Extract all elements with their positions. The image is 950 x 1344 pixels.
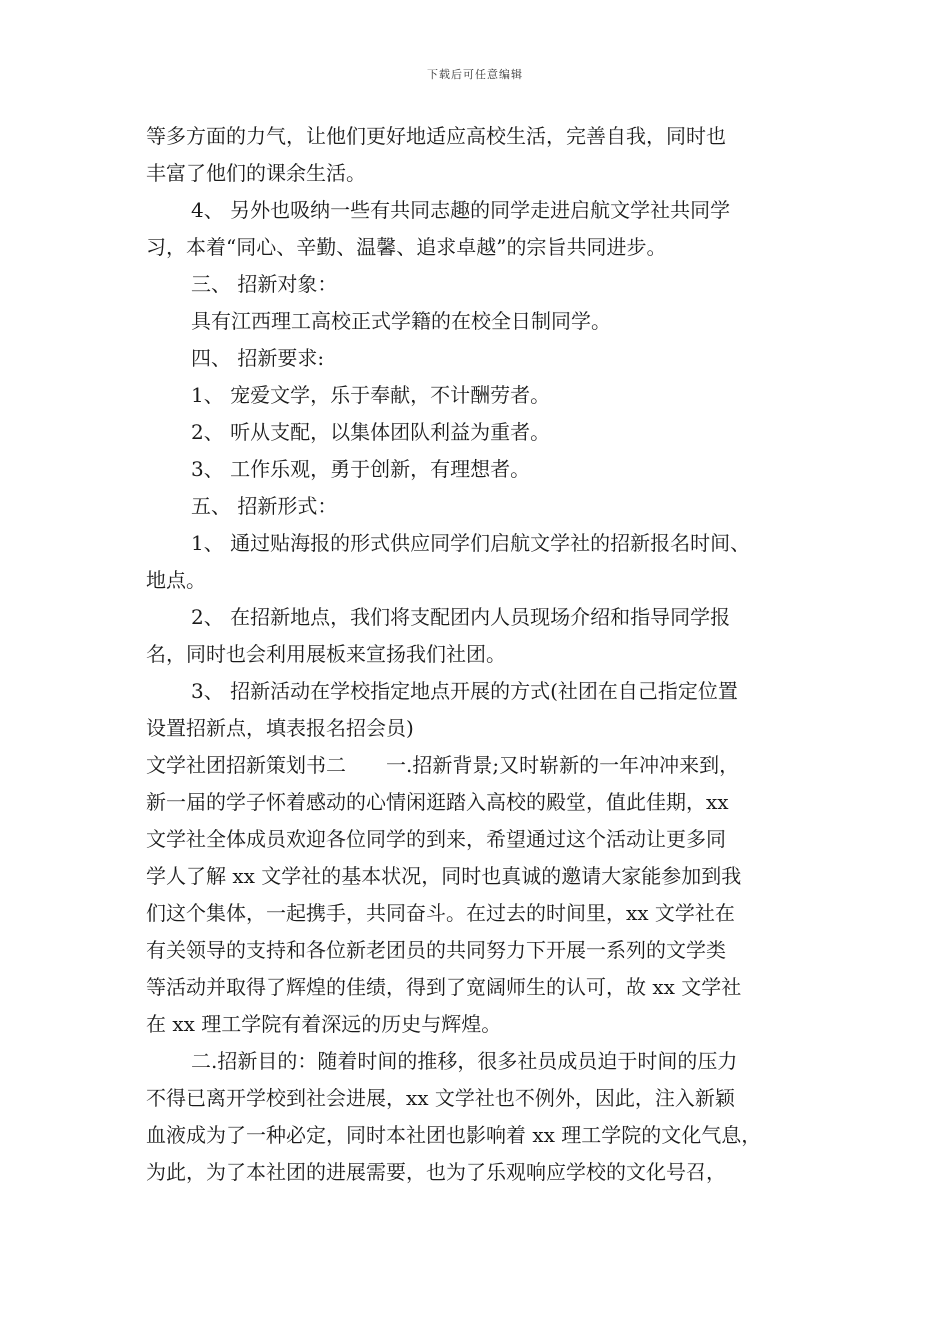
text-line: 地点。	[146, 568, 206, 592]
list-item: 1、 通过贴海报的形式供应同学们启航文学社的招新报名时间、	[191, 531, 751, 555]
list-item: 3、 工作乐观，勇于创新，有理想者。	[191, 457, 531, 481]
document-body	[146, 118, 810, 1191]
text-line: 在 xx 理工学院有着深远的历史与辉煌。	[146, 1012, 502, 1036]
section-heading: 五、 招新形式：	[191, 494, 338, 518]
text-line: 学人了解 xx 文学社的基本状况，同时也真诚的邀请大家能参加到我	[146, 864, 742, 888]
text-line: 血液成为了一种必定，同时本社团也影响着 xx 理工学院的文化气息，	[146, 1123, 762, 1147]
text-line: 设置招新点，填表报名招会员)	[146, 716, 414, 740]
section-heading: 三、 招新对象：	[191, 272, 338, 296]
list-item: 1、 宠爱文学，乐于奉献，不计酬劳者。	[191, 383, 551, 407]
list-item: 2、 在招新地点，我们将支配团内人员现场介绍和指导同学报	[191, 605, 731, 629]
text-line: 二.招新目的：随着时间的推移，很多社员成员迫于时间的压力	[191, 1049, 738, 1073]
document-subtitle-line: 文学社团招新策划书二 一.招新背景;又时崭新的一年冲冲来到，	[146, 753, 740, 777]
text-line: 4、 另外也吸纳一些有共同志趣的同学走进启航文学社共同学	[191, 198, 731, 222]
text-line: 等多方面的力气，让他们更好地适应高校生活，完善自我，同时也	[146, 124, 726, 148]
text-line: 有关领导的支持和各位新老团员的共同努力下开展一系列的文学类	[146, 938, 726, 962]
section-heading: 四、 招新要求:	[191, 346, 325, 370]
text-line: 新一届的学子怀着感动的心情闲逛踏入高校的殿堂，值此佳期，xx	[146, 790, 729, 814]
text-line: 为此，为了本社团的进展需要，也为了乐观响应学校的文化号召，	[146, 1160, 726, 1184]
text-line: 具有江西理工高校正式学籍的在校全日制同学。	[191, 309, 611, 333]
page-header: 下载后可任意编辑	[427, 68, 523, 81]
list-item: 2、 听从支配，以集体团队利益为重者。	[191, 420, 551, 444]
text-line: 习，本着“同心、辛勤、温馨、追求卓越”的宗旨共同进步。	[146, 235, 667, 259]
list-item: 3、 招新活动在学校指定地点开展的方式(社团在自己指定位置	[191, 679, 738, 703]
text-line: 名，同时也会利用展板来宣扬我们社团。	[146, 642, 506, 666]
text-line: 等活动并取得了辉煌的佳绩，得到了宽阔师生的认可，故 xx 文学社	[146, 975, 742, 999]
text-line: 文学社全体成员欢迎各位同学的到来，希望通过这个活动让更多同	[146, 827, 726, 851]
text-line: 们这个集体，一起携手，共同奋斗。在过去的时间里，xx 文学社在	[146, 901, 735, 925]
text-line: 丰富了他们的课余生活。	[146, 161, 366, 185]
text-line: 不得已离开学校到社会进展，xx 文学社也不例外，因此，注入新颖	[146, 1086, 735, 1110]
